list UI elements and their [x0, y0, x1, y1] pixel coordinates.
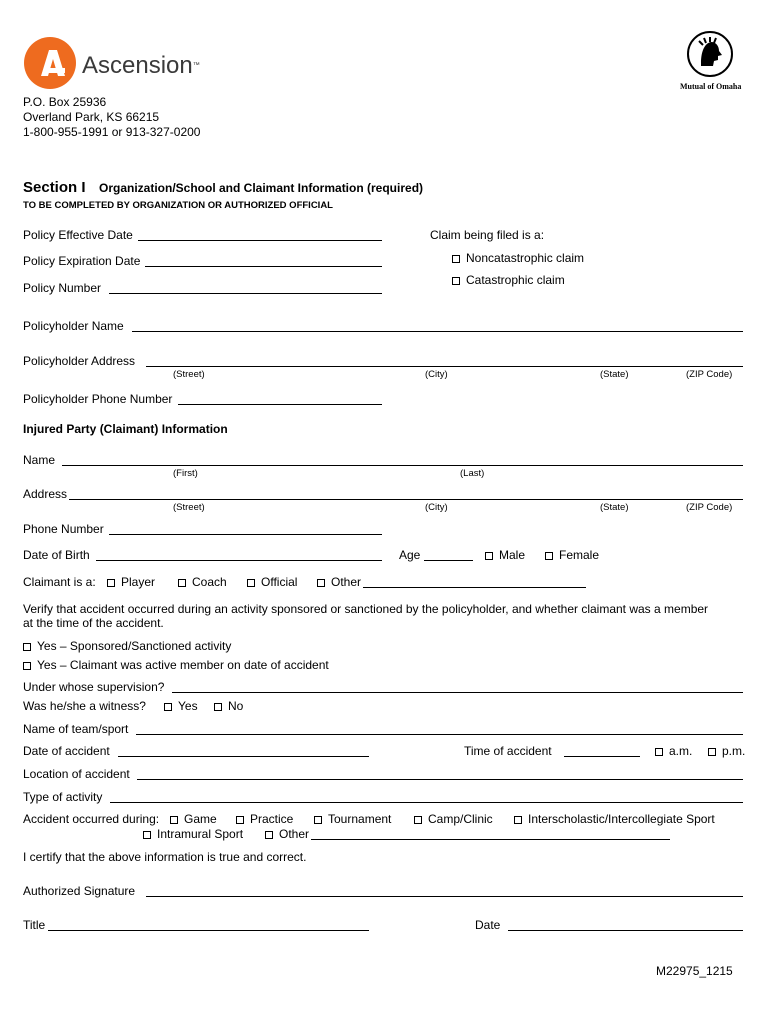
catastrophic-option[interactable] — [452, 273, 565, 287]
address-line1: P.O. Box 25936 — [23, 95, 107, 109]
claimant-address-label: Address — [23, 487, 68, 501]
claimant-heading: Injured Party (Claimant) Information — [23, 422, 228, 436]
player-option[interactable] — [107, 575, 155, 589]
male-option[interactable] — [485, 548, 525, 562]
claimant-name-label: Name — [23, 453, 56, 467]
sponsored-label: Yes – Sponsored/Sanctioned activity — [37, 639, 232, 653]
interscholastic-option[interactable] — [514, 812, 715, 826]
female-option[interactable] — [545, 548, 599, 562]
witness-label: Was he/she a witness? — [23, 699, 146, 713]
policy-effective-date-field[interactable] — [138, 240, 382, 241]
policy-expiration-date-field[interactable] — [145, 266, 382, 267]
female-checkbox[interactable] — [545, 552, 553, 560]
tournament-option[interactable] — [314, 812, 391, 826]
accident-time-label: Time of accident — [464, 744, 552, 758]
policy-number-field[interactable] — [109, 293, 382, 294]
accident-date-field[interactable] — [118, 756, 369, 757]
claim-type-label: Claim being filed is a: — [430, 228, 545, 242]
claimant-last-caption: (Last) — [460, 468, 485, 479]
claimant-zip-caption: (ZIP Code) — [686, 502, 733, 513]
camp-option[interactable] — [414, 812, 493, 826]
policy-number-label: Policy Number — [23, 281, 102, 295]
accident-date-label: Date of accident — [23, 744, 110, 758]
activity-type-label: Type of activity — [23, 790, 103, 804]
witness-yes-label: Yes — [178, 699, 198, 713]
sponsored-option[interactable] — [23, 639, 231, 653]
tournament-checkbox[interactable] — [314, 816, 322, 824]
claimant-state-caption: (State) — [600, 502, 629, 513]
brand-name: Ascension™ — [82, 52, 200, 79]
signature-label: Authorized Signature — [23, 884, 136, 898]
verify-text-line1: Verify that accident occurred during an activity sponsored or sanctioned by the policyholder, and whether claimant was a member — [23, 602, 709, 616]
coach-label: Coach — [192, 575, 227, 589]
tournament-label: Tournament — [328, 812, 392, 826]
policy-effective-date-label: Policy Effective Date — [23, 228, 133, 242]
male-label: Male — [499, 548, 526, 562]
other-role-field[interactable] — [363, 587, 586, 588]
camp-checkbox[interactable] — [414, 816, 422, 824]
date-field[interactable] — [508, 930, 743, 931]
intramural-option[interactable] — [143, 827, 243, 841]
age-label: Age — [399, 548, 421, 562]
claimant-phone-field[interactable] — [109, 534, 382, 535]
am-checkbox[interactable] — [655, 748, 663, 756]
pm-option[interactable] — [708, 744, 745, 758]
policyholder-state-caption: (State) — [600, 369, 629, 380]
phone-numbers: 1-800-955-1991 or 913-327-0200 — [23, 125, 201, 139]
noncatastrophic-checkbox[interactable] — [452, 255, 460, 263]
policyholder-street-caption: (Street) — [173, 369, 205, 380]
certify-statement: I certify that the above information is true and correct. — [23, 850, 307, 864]
witness-no-checkbox[interactable] — [214, 703, 222, 711]
policyholder-city-caption: (City) — [425, 369, 448, 380]
intramural-checkbox[interactable] — [143, 831, 151, 839]
official-option[interactable] — [247, 575, 297, 589]
pm-label: p.m. — [722, 744, 746, 758]
game-label: Game — [184, 812, 217, 826]
witness-no-option[interactable] — [214, 699, 243, 713]
member-label: Yes – Claimant was active member on date of accident — [37, 658, 329, 672]
policyholder-name-field[interactable] — [132, 331, 743, 332]
other-activity-label: Other — [279, 827, 310, 841]
ascension-a-icon — [24, 37, 76, 89]
game-option[interactable] — [170, 812, 217, 826]
am-option[interactable] — [655, 744, 692, 758]
policyholder-phone-field[interactable] — [178, 404, 382, 405]
section-title: Organization/School and Claimant Information (required) — [99, 181, 424, 195]
other-role-option[interactable] — [317, 575, 361, 589]
other-activity-field[interactable] — [311, 839, 670, 840]
verify-text-line2: at the time of the accident. — [23, 616, 164, 630]
title-field[interactable] — [48, 930, 369, 931]
accident-time-field[interactable] — [564, 756, 640, 757]
am-label: a.m. — [669, 744, 693, 758]
dob-field[interactable] — [96, 560, 382, 561]
member-option[interactable] — [23, 658, 329, 672]
male-checkbox[interactable] — [485, 552, 493, 560]
section-subtitle: TO BE COMPLETED BY ORGANIZATION OR AUTHORIZED OFFICIAL — [23, 200, 333, 211]
partner-logo-text: Mutual of Omaha — [680, 82, 742, 91]
camp-label: Camp/Clinic — [428, 812, 493, 826]
sponsored-checkbox[interactable] — [23, 643, 31, 651]
witness-no-label: No — [228, 699, 244, 713]
policyholder-phone-label: Policyholder Phone Number — [23, 392, 173, 406]
claimant-is-label: Claimant is a: — [23, 575, 96, 589]
noncatastrophic-label: Noncatastrophic claim — [466, 251, 585, 265]
policyholder-address-label: Policyholder Address — [23, 354, 136, 368]
coach-checkbox[interactable] — [178, 579, 186, 587]
date-label: Date — [475, 918, 501, 932]
signature-field[interactable] — [146, 896, 743, 897]
catastrophic-label: Catastrophic claim — [466, 273, 565, 287]
other-activity-option[interactable] — [265, 827, 309, 841]
form-number: M22975_1215 — [656, 964, 733, 978]
catastrophic-checkbox[interactable] — [452, 277, 460, 285]
title-label: Title — [23, 918, 46, 932]
coach-option[interactable] — [178, 575, 227, 589]
official-checkbox[interactable] — [247, 579, 255, 587]
noncatastrophic-option[interactable] — [452, 251, 584, 265]
player-checkbox[interactable] — [107, 579, 115, 587]
claimant-first-caption: (First) — [173, 468, 198, 479]
activity-type-field[interactable] — [110, 802, 743, 803]
member-checkbox[interactable] — [23, 662, 31, 670]
practice-checkbox[interactable] — [236, 816, 244, 824]
supervision-label: Under whose supervision? — [23, 680, 165, 694]
policyholder-name-label: Policyholder Name — [23, 319, 124, 333]
official-label: Official — [261, 575, 298, 589]
supervision-field[interactable] — [172, 692, 743, 693]
claimant-phone-label: Phone Number — [23, 522, 104, 536]
accident-during-label: Accident occurred during: — [23, 812, 160, 826]
policyholder-address-field[interactable] — [146, 366, 743, 367]
claimant-name-field[interactable] — [62, 465, 743, 466]
female-label: Female — [559, 548, 600, 562]
claimant-street-caption: (Street) — [173, 502, 205, 513]
policy-expiration-date-label: Policy Expiration Date — [23, 254, 141, 268]
pm-checkbox[interactable] — [708, 748, 716, 756]
claimant-city-caption: (City) — [425, 502, 448, 513]
witness-yes-option[interactable] — [164, 699, 198, 713]
dob-label: Date of Birth — [23, 548, 90, 562]
mutual-of-omaha-seal-icon — [687, 31, 733, 77]
practice-option[interactable] — [236, 812, 293, 826]
age-field[interactable] — [424, 560, 473, 561]
address-line2: Overland Park, KS 66215 — [23, 110, 160, 124]
player-label: Player — [121, 575, 156, 589]
interscholastic-checkbox[interactable] — [514, 816, 522, 824]
other-role-checkbox[interactable] — [317, 579, 325, 587]
other-role-label: Other — [331, 575, 362, 589]
game-checkbox[interactable] — [170, 816, 178, 824]
other-activity-checkbox[interactable] — [265, 831, 273, 839]
interscholastic-label: Interscholastic/Intercollegiate Sport — [528, 812, 715, 826]
ascension-logo-mark — [24, 37, 76, 89]
intramural-label: Intramural Sport — [157, 827, 244, 841]
location-label: Location of accident — [23, 767, 130, 781]
team-label: Name of team/sport — [23, 722, 129, 736]
claimant-address-field[interactable] — [69, 499, 743, 500]
team-field[interactable] — [136, 734, 743, 735]
practice-label: Practice — [250, 812, 294, 826]
location-field[interactable] — [137, 779, 743, 780]
policyholder-zip-caption: (ZIP Code) — [686, 369, 733, 380]
section-label: Section I — [23, 179, 86, 196]
witness-yes-checkbox[interactable] — [164, 703, 172, 711]
